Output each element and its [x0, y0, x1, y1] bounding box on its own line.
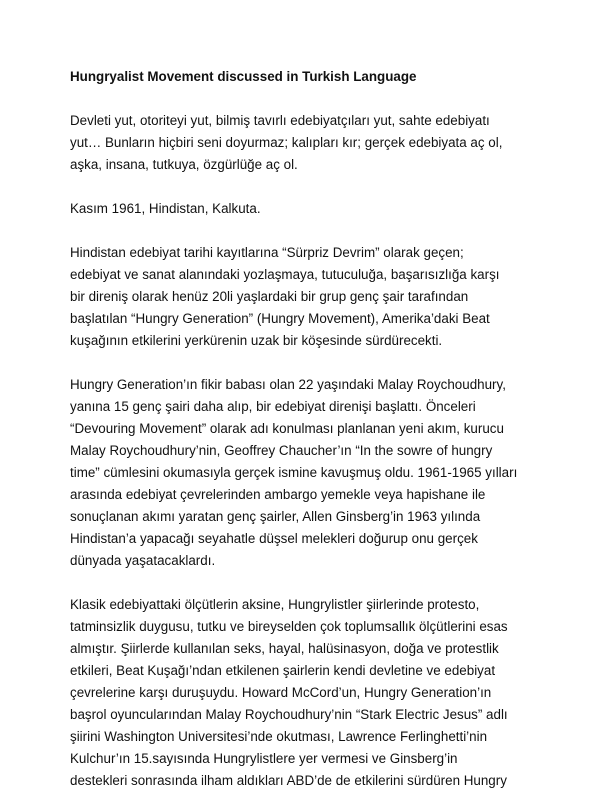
- text-line: Hindistan’a yapacağı seyahatle düşsel melekleri doğurup onu gerçek: [70, 531, 478, 546]
- text-line: Hindistan edebiyat tarihi kayıtlarına “Sürpriz Devrim” olarak geçen;: [70, 245, 464, 260]
- text-line: etkileri, Beat Kuşağı’ndan etkilenen şairlerin kendi devletine ve edebiyat: [70, 663, 496, 678]
- text-line: Malay Roychoudhury’nin, Geoffrey Chaucher’ın “In the sowre of hungry: [70, 443, 493, 458]
- text-line: Kasım 1961, Hindistan, Kalkuta.: [70, 201, 261, 216]
- text-line: Hungry Generation’ın fikir babası olan 22 yaşındaki Malay Roychoudhury,: [70, 377, 506, 392]
- text-line: dünyada yaşatacaklardı.: [70, 553, 216, 568]
- text-line: tatminsizlik duygusu, tutku ve bireyselden çok toplumsallık ölçütlerini esas: [70, 619, 508, 634]
- text-line: çevrelerine karşı duruşuydu. Howard McCord’un, Hungry Generation’ın: [70, 685, 492, 700]
- text-line: Kulchur’ın 15.sayısında Hungrylistlere yer vermesi ve Ginsberg’in: [70, 751, 458, 766]
- text-line: Devleti yut, otoriteyi yut, bilmiş tavırlı edebiyatçıları yut, sahte edebiyatı: [70, 113, 490, 128]
- text-line: destekleri sonrasında ilham aldıkları ABD’de de etkilerini sürdüren Hungry: [70, 773, 507, 788]
- text-line: almıştır. Şiirlerde kullanılan seks, hayal, halüsinasyon, doğa ve protestlik: [70, 641, 499, 656]
- text-line: başlatılan “Hungry Generation” (Hungry Movement), Amerika’daki Beat: [70, 311, 490, 326]
- text-line: arasında edebiyat çevrelerinden ambargo yemekle veya hapishane ile: [70, 487, 486, 502]
- paragraph-history: [70, 242, 530, 352]
- text-line: yut… Bunların hiçbiri seni doyurmaz; kalıpları kır; gerçek edebiyata aç ol,: [70, 135, 503, 150]
- text-line: bir direniş olarak henüz 20li yaşlardaki bir grup genç şair tarafından: [70, 289, 469, 304]
- text-line: “Devouring Movement” olarak adı konulması planlanan yeni akım, kurucu: [70, 421, 504, 436]
- text-line: sonuçlanan akımı yaratan genç şairler, Allen Ginsberg’in 1963 yılında: [70, 509, 481, 524]
- paragraph-intro-quote: [70, 110, 530, 176]
- document-title: Hungryalist Movement discussed in Turkish Language: [70, 69, 417, 84]
- text-line: aşka, insana, tutkuya, özgürlüğe aç ol.: [70, 157, 298, 172]
- text-line: yanına 15 genç şairi daha alıp, bir edebiyat direnişi başlattı. Önceleri: [70, 399, 476, 414]
- text-line: şiirini Washington Universitesi’nde okutması, Lawrence Ferlinghetti’nin: [70, 729, 488, 744]
- text-line: time” cümlesini okumasıyla gerçek ismine kavuşmuş oldu. 1961-1965 yılları: [70, 465, 518, 480]
- paragraph-themes: [70, 594, 530, 792]
- text-line: kuşağının etkilerini yerkürenin uzak bir köşesinde sürdürecekti.: [70, 333, 443, 348]
- text-line: Klasik edebiyattaki ölçütlerin aksine, Hungrylistler şiirlerinde protesto,: [70, 597, 480, 612]
- paragraph-founder: [70, 374, 530, 572]
- text-line: başrol oyuncularından Malay Roychoudhury’nin “Stark Electric Jesus” adlı: [70, 707, 508, 722]
- text-line: edebiyat ve sanat alanındaki yozlaşmaya, tutuculuğa, başarısızlığa karşı: [70, 267, 500, 282]
- paragraph-date-place: [70, 198, 530, 220]
